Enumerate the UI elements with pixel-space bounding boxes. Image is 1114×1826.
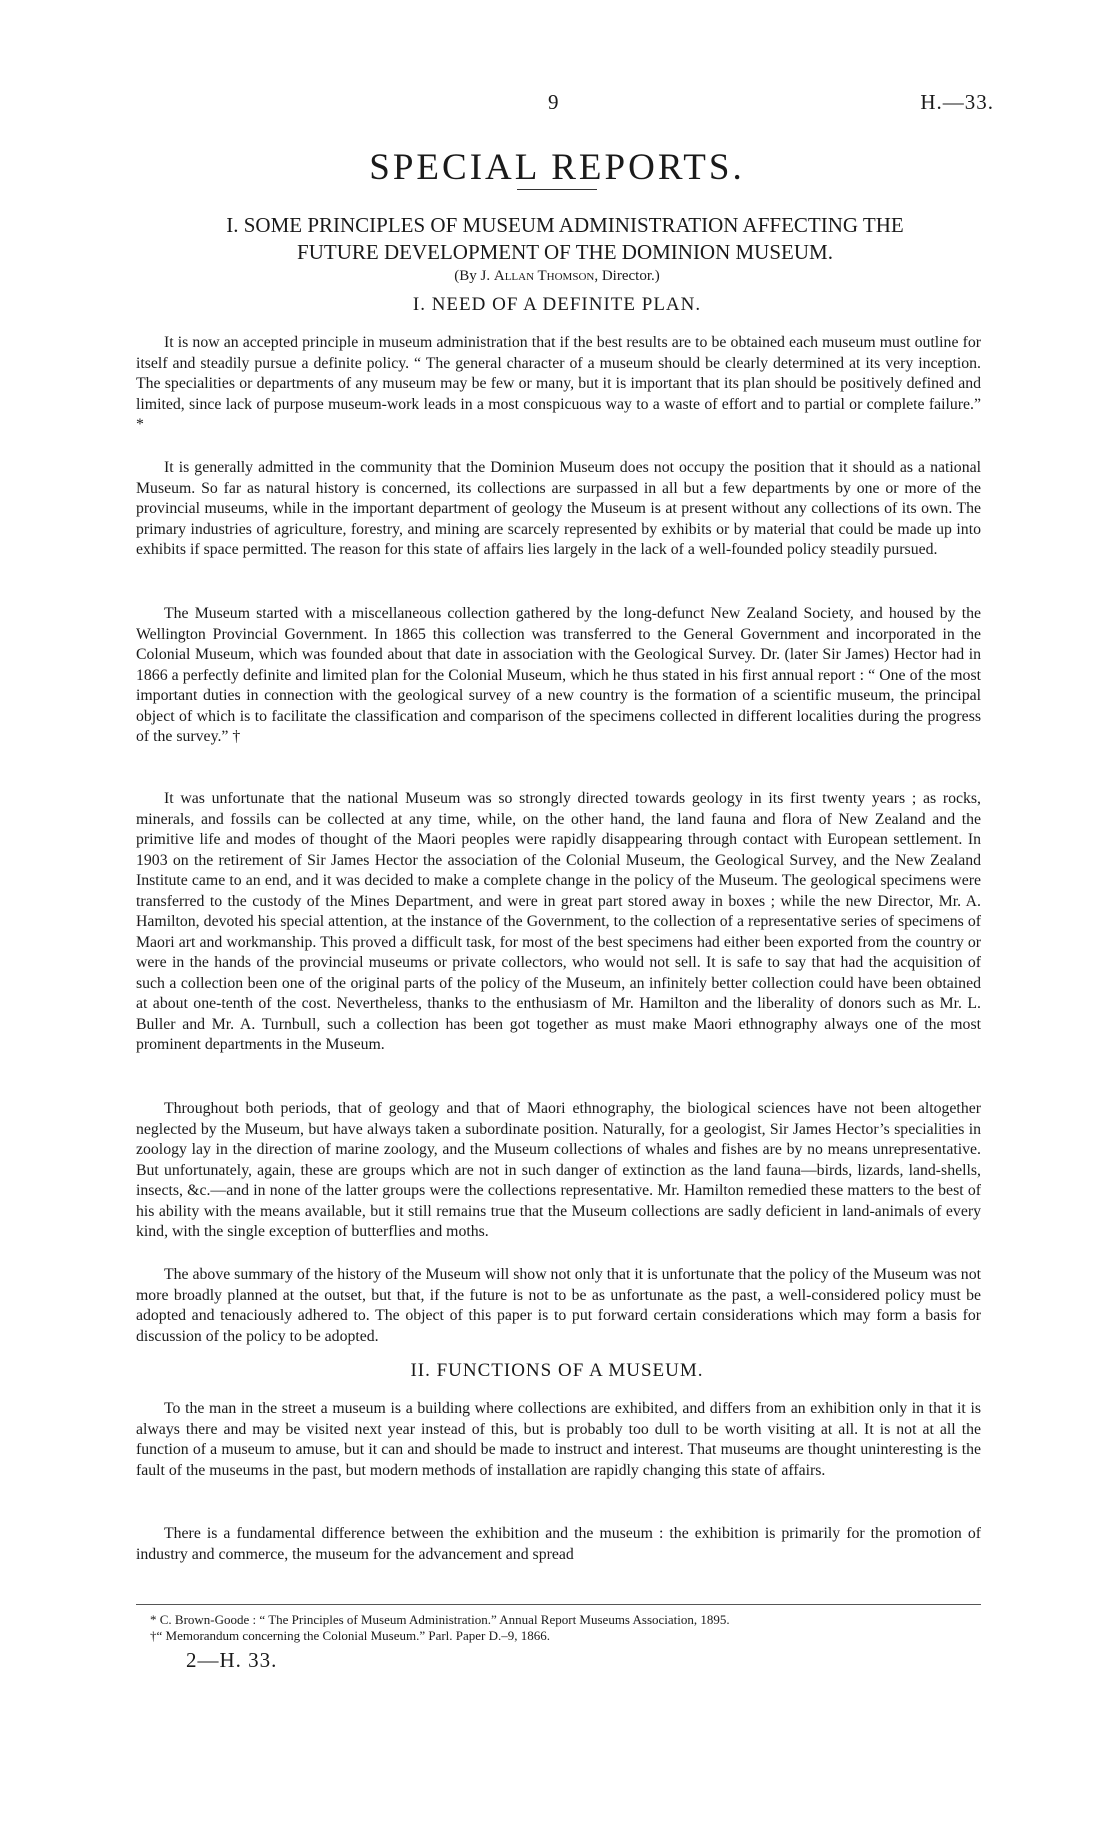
byline-author: Allan Thomson xyxy=(493,268,595,284)
paragraph: There is a fundamental difference between the exhibition and the museum : the exhibition is primarily for the promotion of industry and commerce, the museum for the advancement and spread xyxy=(136,1525,981,1563)
article-title xyxy=(140,212,990,266)
article-title-line-2: FUTURE DEVELOPMENT OF THE DOMINION MUSEUM. xyxy=(297,240,833,264)
article-title-line-1: I. SOME PRINCIPLES OF MUSEUM ADMINISTRATION AFFECTING THE xyxy=(226,213,904,237)
footnote-2: †“ Memorandum concerning the Colonial Museum.” Parl. Paper D.–9, 1866. xyxy=(150,1628,551,1643)
main-title: SPECIAL REPORTS. xyxy=(369,147,745,188)
page-header xyxy=(0,90,1114,120)
paragraph: It is generally admitted in the community that the Dominion Museum does not occupy the position that it should as a national Museum. So far as natural history is concerned, its collections are surpassed in all but a few departments by one or more of the provincial museums, while in the important department of geology the Museum is at present without any collections of its own. The primary industries of agriculture, forestry, and mining are scarcely represented by exhibits or by material that could be made up into exhibits if space permitted. The reason for this state of affairs lies largely in the lack of a well-founded policy steadily pursued. xyxy=(136,459,981,558)
paragraph: The Museum started with a miscellaneous collection gathered by the long-defunct New Zealand Society, and housed by the Wellington Provincial Government. In 1865 this collection was transferred to the General Government and incorporated in the Colonial Museum, which was founded about that date in association with the Geological Survey. Dr. (later Sir James) Hector had in 1866 a perfectly definite and limited plan for the Colonial Museum, which he thus stated in his first annual report : “ One of the most important duties in connection with the geological survey of a new country is the formation of a scientific museum, the principal object of which is to facilitate the classification and comparison of the specimens collected in different localities during the progress of the survey.” † xyxy=(136,605,981,745)
paragraph: It was unfortunate that the national Museum was so strongly directed towards geology in its first twenty years ; as rocks, minerals, and fossils can be collected at any time, while, on the other hand, the land fauna and flora of New Zealand and the primitive life and modes of thought of the Maori peoples were rapidly disappearing through contact with European settlement. In 1903 on the retirement of Sir James Hector the association of the Colonial Museum, the Geological Survey, and the New Zealand Institute came to an end, and it was decided to make a complete change in the policy of the Museum. The geological specimens were transferred to the custody of the Mines Department, and were in great part stored away in boxes ; while the new Director, Mr. A. Hamilton, devoted his special attention, at the instance of the Government, to the collection of a representative series of specimens of Maori art and workmanship. This proved a difficult task, for most of the best specimens had either been exported from the country or were in the hands of the provincial museums or private collectors, who would not sell. It is safe to say that had the acquisition of such a collection been one of the original parts of the policy of the Museum, an infinitely better collection could have been obtained at about one-tenth of the cost. Nevertheless, thanks to the enthusiasm of Mr. Hamilton and the liberality of donors such as Mr. L. Buller and Mr. A. Turnbull, such a collection has been got together as must make Maori ethnography always one of the most prominent departments in the Museum. xyxy=(136,790,981,1053)
section-heading-2: II. FUNCTIONS OF A MUSEUM. xyxy=(410,1360,704,1381)
byline xyxy=(0,268,1114,285)
page-number: 9 xyxy=(548,90,559,114)
byline-prefix: (By J. xyxy=(454,268,494,284)
section-heading-1: I. NEED OF A DEFINITE PLAN. xyxy=(412,294,702,315)
byline-suffix: , Director.) xyxy=(594,268,660,284)
paragraph: The above summary of the history of the Museum will show not only that it is unfortunate that the policy of the Museum was not more broadly planned at the outset, but that, if the future is not to be as unfortunate as the past, a well-considered policy must be adopted and tenaciously adhered to. The object of this paper is to put forward certain considerations which may form a basis for discussion of the policy to be adopted. xyxy=(136,1266,981,1345)
document-reference: H.—33. xyxy=(920,90,994,114)
footnote-1: * C. Brown-Goode : “ The Principles of Museum Administration.” Annual Report Museums Association, 1895. xyxy=(150,1612,730,1627)
paragraph: To the man in the street a museum is a building where collections are exhibited, and differs from an exhibition only in that it is always there and may be visited next year instead of this, but is probably too dull to be worth visiting at all. It is not at all the function of a museum to amuse, but it can and should be made to instruct and interest. That museums are thought uninteresting is the fault of the museums in the past, but modern methods of installation are rapidly changing this state of affairs. xyxy=(136,1400,981,1479)
paragraph: Throughout both periods, that of geology and that of Maori ethnography, the biological sciences have not been altogether neglected by the Museum, but have always taken a subordinate position. Naturally, for a geologist, Sir James Hector’s specialities in zoology lay in the direction of marine zoology, and the Museum collections of whales and fishes are by no means unrepresentative. But unfortunately, again, these are groups which are not in such danger of extinction as the land fauna—birds, lizards, land-shells, insects, &c.—and in none of the latter groups were the collections representative. Mr. Hamilton remedied these matters to the best of his ability with the means available, but it still remains true that the Museum collections are sadly deficient in land-animals of every kind, with the single exception of butterflies and moths. xyxy=(136,1100,981,1240)
title-rule xyxy=(517,189,597,190)
footnote-rule xyxy=(136,1604,981,1605)
signature-mark: 2—H. 33. xyxy=(186,1648,278,1672)
paragraph: It is now an accepted principle in museum administration that if the best results are to be obtained each museum must outline for itself and steadily pursue a definite policy. “ The general character of a museum should be clearly determined at its very inception. The specialities or departments of any museum may be few or many, but it is important that its plan should be positively defined and limited, since lack of purpose museum-work leads in a most conspicuous way to a waste of effort and to partial or complete failure.” * xyxy=(136,334,981,433)
